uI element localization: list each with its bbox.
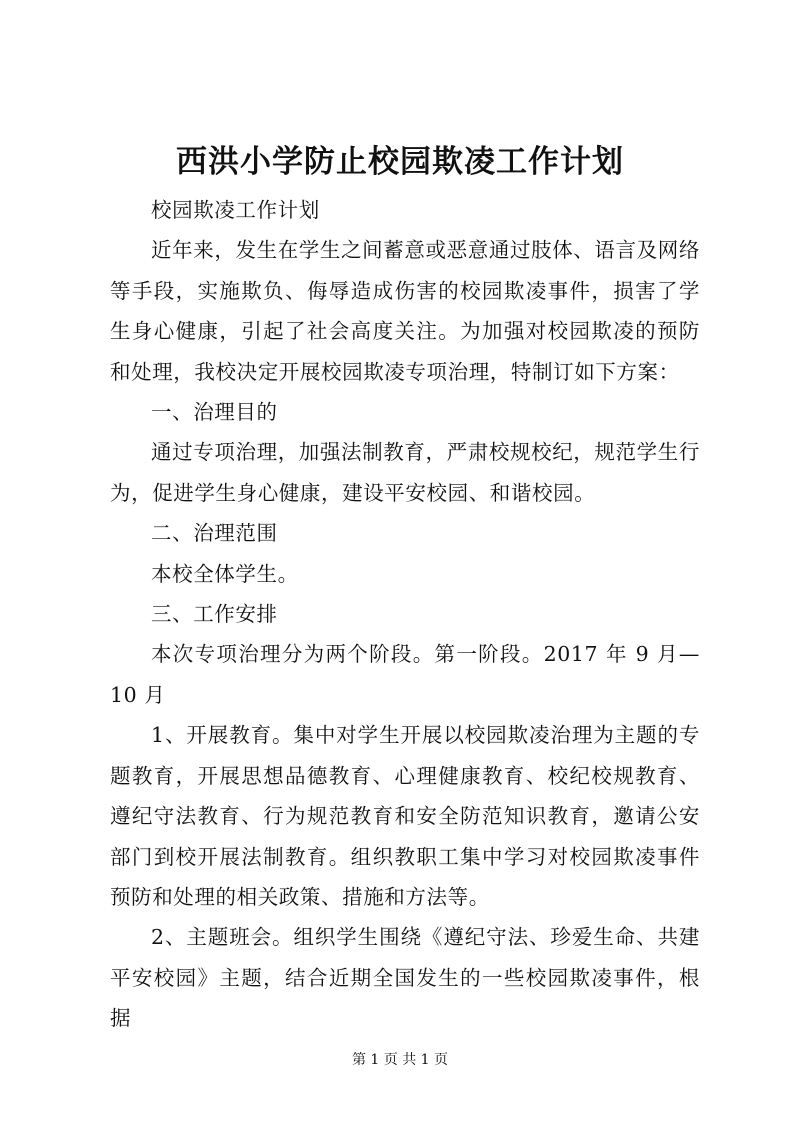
page-footer: 第 1 页 共 1 页 xyxy=(351,1052,449,1068)
paragraph-phase-one: 本次专项治理分为两个阶段。第一阶段。2017 年 9 月—10 月 xyxy=(110,642,700,707)
paragraph-intro: 近年来，发生在学生之间蓄意或恶意通过肢体、语言及网络等手段，实施欺负、侮辱造成伤害的校园欺凌事件，损害了学生身心健康，引起了社会高度关注。为加强对校园欺凌的预防和处理，我校决定开展校园欺凌专项治理，特制订如下方案： xyxy=(110,238,700,384)
heading-objective: 一、治理目的 xyxy=(151,400,278,425)
document-body xyxy=(110,190,700,1039)
heading-scope: 二、治理范围 xyxy=(151,521,278,546)
paragraph-class-meeting: 2、主题班会。组织学生围绕《遵纪守法、珍爱生命、共建平安校园》主题，结合近期全国发生的一些校园欺凌事件，根据 xyxy=(110,925,700,1031)
paragraph-subtitle: 校园欺凌工作计划 xyxy=(151,198,320,222)
paragraph-education: 1、开展教育。集中对学生开展以校园欺凌治理为主题的专题教育，开展思想品德教育、心理健康教育、校纪校规教育、遵纪守法教育、行为规范教育和安全防范知识教育，邀请公安部门到校开展法制教育。组织教职工集中学习对校园欺凌事件预防和处理的相关政策、措施和方法等。 xyxy=(110,723,700,909)
paragraph-scope: 本校全体学生。 xyxy=(151,561,299,586)
paragraph-objective: 通过专项治理，加强法制教育，严肃校规校纪，规范学生行为，促进学生身心健康，建设平安校园、和谐校园。 xyxy=(110,440,700,505)
document-title: 西洪小学防止校园欺凌工作计划 xyxy=(176,144,624,180)
heading-arrangement: 三、工作安排 xyxy=(151,602,278,627)
